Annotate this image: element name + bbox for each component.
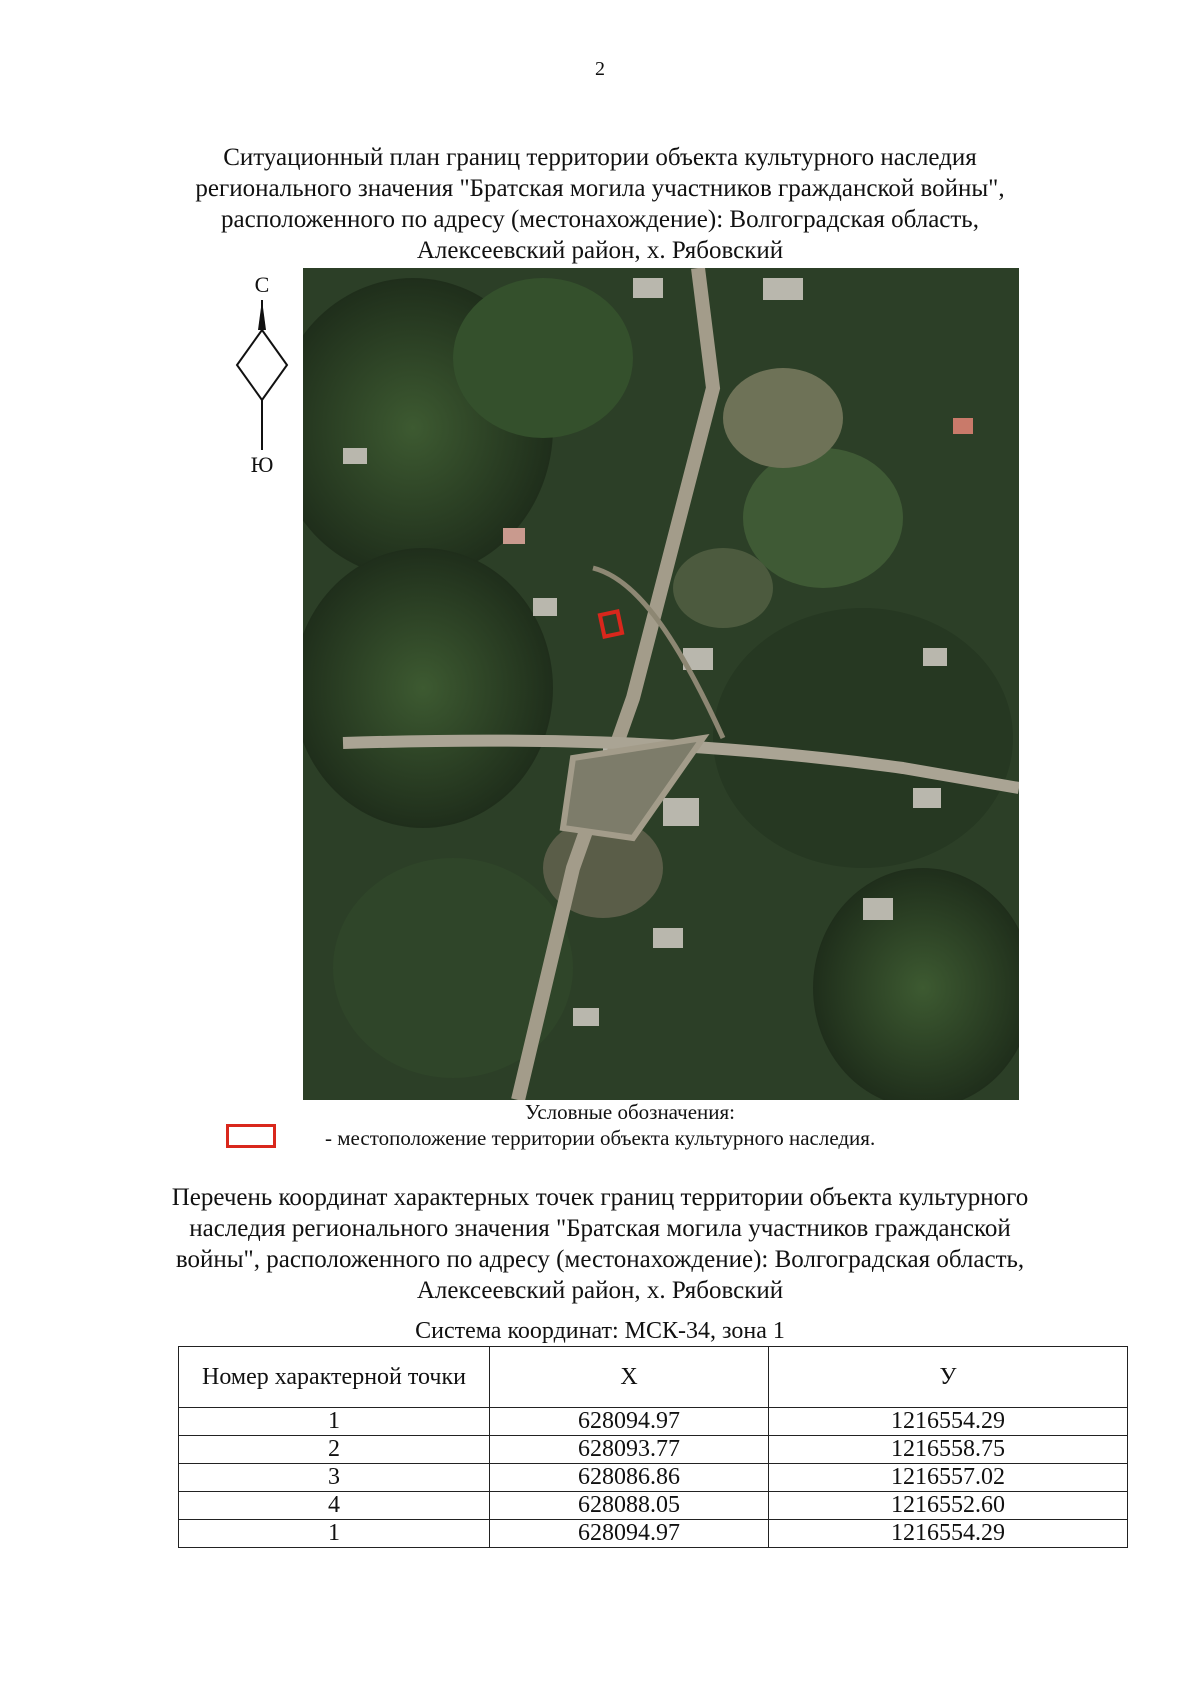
compass-north-label: С [254,272,270,297]
cell-y: 1216558.75 [769,1436,1128,1464]
header-point-number: Номер характерной точки [179,1347,490,1408]
cell-y: 1216557.02 [769,1464,1128,1492]
plan-title: Ситуационный план границ территории объекта культурного наследия регионального значения "Братская могила участников гражданской войны", расположенного по адресу (местонахождение): Волгоградская область, Алексеевский район, х. Рябовский [195,144,1005,264]
cell-x: 628086.86 [490,1464,769,1492]
cell-y: 1216554.29 [769,1408,1128,1436]
cell-x: 628094.97 [490,1408,769,1436]
satellite-image [303,268,1019,1100]
header-x: X [490,1347,769,1408]
coordinates-table [178,1346,1128,1548]
cell-point: 1 [179,1520,490,1548]
cell-point: 1 [179,1408,490,1436]
coordinates-list-title: Перечень координат характерных точек границ территории объекта культурного наследия регионального значения "Братская могила участников гражданской войны", расположенного по адресу (местонахождение): Волгоградская область, Алексеевский район, х. Рябовский [171,1184,1029,1304]
cell-point: 2 [179,1436,490,1464]
legend-title: Условные обозначения: [524,1100,736,1124]
cell-point: 4 [179,1492,490,1520]
table-row [179,1408,1128,1436]
cell-x: 628094.97 [490,1520,769,1548]
table-row [179,1520,1128,1548]
coordinate-system-label: Система координат: МСК-34, зона 1 [415,1318,785,1344]
north-arrow [232,272,292,482]
cell-x: 628088.05 [490,1492,769,1520]
table-row [179,1436,1128,1464]
cell-x: 628093.77 [490,1436,769,1464]
table-header-row [179,1347,1128,1408]
satellite-map [303,268,1019,1100]
cell-y: 1216552.60 [769,1492,1128,1520]
header-y: У [769,1347,1128,1408]
compass-arrow-icon [232,300,292,450]
cell-point: 3 [179,1464,490,1492]
legend-item-text: - местоположение территории объекта культурного наследия. [325,1126,876,1150]
table-row [179,1464,1128,1492]
legend-boundary-swatch [226,1124,276,1148]
cell-y: 1216554.29 [769,1520,1128,1548]
compass-south-label: Ю [250,452,274,477]
table-row [179,1492,1128,1520]
page-number: 2 [595,58,605,80]
